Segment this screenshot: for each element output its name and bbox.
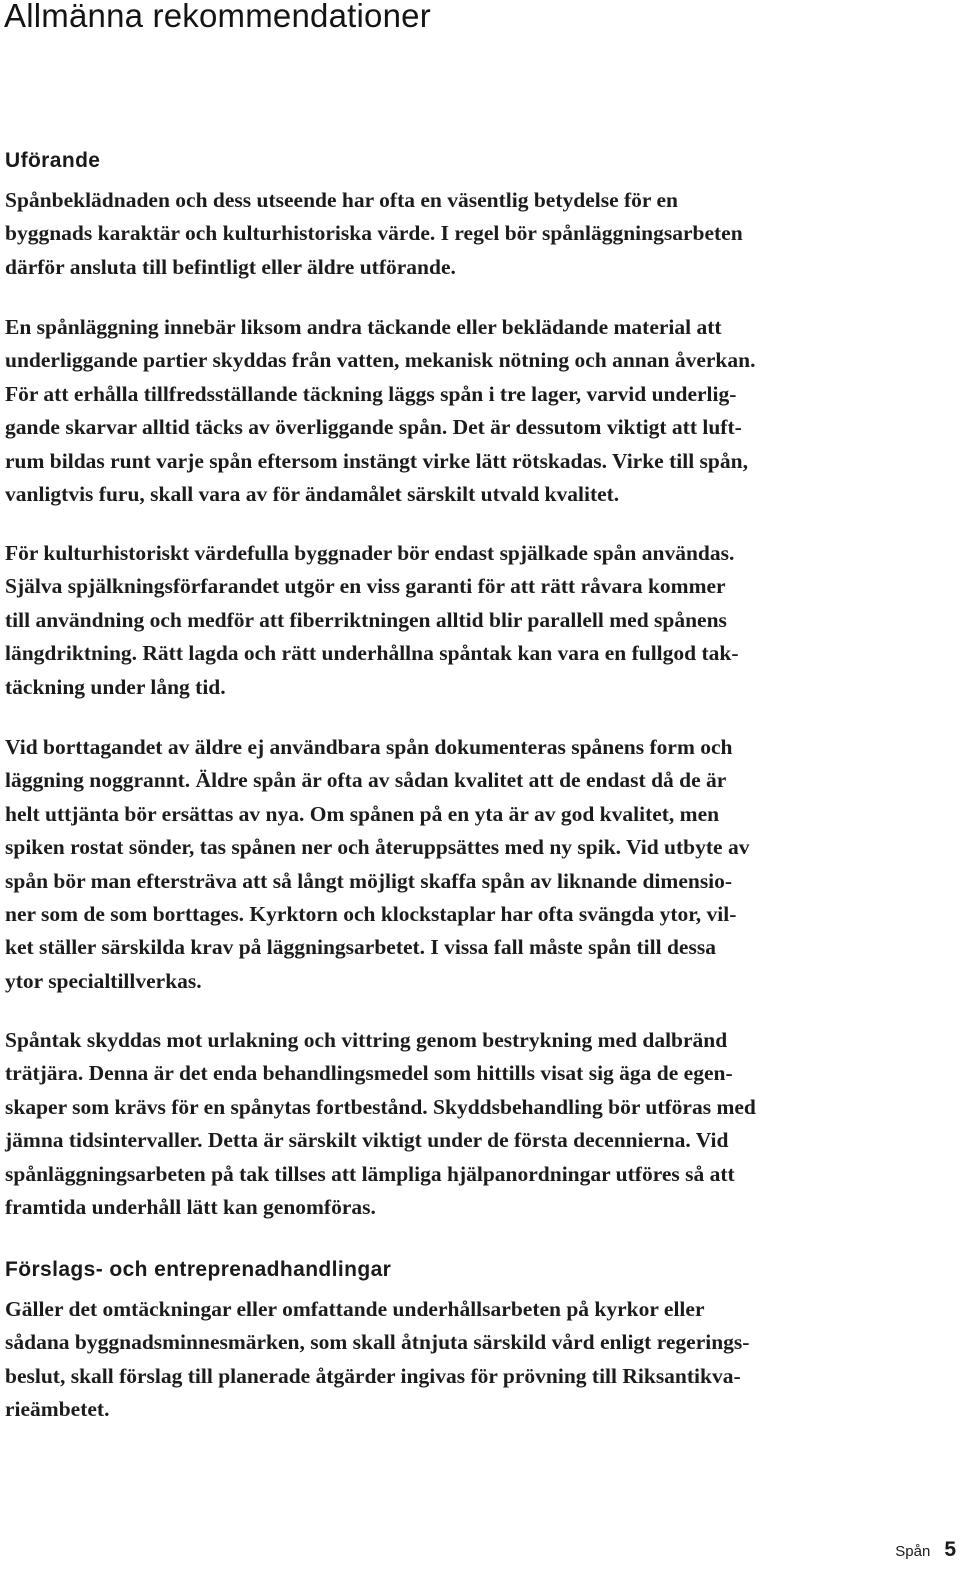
footer-label: Spån — [895, 1543, 931, 1560]
text-line: Vid borttagandet av äldre ej användbara spån dokumenteras spånens form och — [5, 735, 733, 759]
text-line: ket ställer särskilda krav på läggningsarbetet. I vissa fall måste spån till dessa — [5, 935, 716, 960]
text-line: rum bildas runt varje spån eftersom instängt virke lätt rötskadas. Virke till spån, — [5, 448, 748, 473]
page-footer — [895, 1538, 956, 1562]
text-line: En spånläggning innebär liksom andra täckande eller beklädande material att — [5, 315, 722, 339]
text-line: ner som de som borttages. Kyrktorn och klockstaplar har ofta svängda ytor, vil- — [5, 902, 737, 927]
text-line: beslut, skall förslag till planerade åtgärder ingivas för prövning till Riksantikva- — [5, 1363, 741, 1388]
text-line: gande skarvar alltid täcks av överliggande spån. Det är dessutom viktigt att luft- — [5, 415, 742, 440]
text-line: läggning noggrannt. Äldre spån är ofta av sådan kvalitet att de endast då de är — [5, 768, 727, 793]
text-line: spån bör man eftersträva att så långt möjligt skaffa spån av liknande dimensio- — [5, 868, 733, 893]
text-line: täckning under lång tid. — [5, 674, 226, 699]
paragraph — [5, 537, 955, 704]
text-line: underliggande partier skyddas från vatten, mekanisk nötning och annan åverkan. — [5, 348, 756, 373]
text-line: längdriktning. Rätt lagda och rätt underhållna spåntak kan vara en fullgod tak- — [5, 641, 739, 666]
paragraph — [5, 184, 955, 284]
text-line: framtida underhåll lätt kan genomföras. — [5, 1195, 376, 1220]
text-line: skaper som krävs för en spånytas fortbestånd. Skyddsbehandling bör utföras med — [5, 1094, 756, 1119]
text-line: vanligtvis furu, skall vara av för ändamålet särskilt utvald kvalitet. — [5, 482, 620, 507]
page-number: 5 — [944, 1538, 956, 1561]
text-line: Spåntak skyddas mot urlakning och vittring genom bestrykning med dalbränd — [5, 1028, 728, 1052]
text-line: byggnads karaktär och kulturhistoriska värde. I regel bör spånläggningsarbeten — [5, 221, 743, 246]
text-line: därför ansluta till befintligt eller äldre utförande. — [5, 254, 456, 279]
text-line: till användning och medför att fiberriktningen alltid blir parallell med spånens — [5, 607, 727, 632]
text-line: ytor specialtillverkas. — [5, 968, 202, 993]
text-line: spiken rostat sönder, tas spånen ner och återuppsättes med ny spik. Vid utbyte av — [5, 835, 750, 860]
text-line: rieämbetet. — [5, 1397, 110, 1422]
text-line: Själva spjälkningsförfarandet utgör en viss garanti för att rätt råvara kommer — [5, 574, 726, 599]
paragraph — [5, 1293, 955, 1427]
text-line: Gäller det omtäckningar eller omfattande underhållsarbeten på kyrkor eller — [5, 1297, 705, 1321]
paragraph — [5, 731, 955, 998]
paragraph — [5, 1024, 955, 1224]
text-line: spånläggningsarbeten på tak tillses att lämpliga hjälpanordningar utföres så att — [5, 1161, 735, 1186]
section-heading-forslagshandlingar: Förslags- och entreprenadhandlingar — [5, 1258, 392, 1281]
paragraph — [5, 311, 955, 511]
page-title: Allmänna rekommendationer — [4, 0, 431, 34]
text-line: helt uttjänta bör ersättas av nya. Om spånen på en yta är av god kvalitet, men — [5, 801, 720, 826]
text-line: För att erhålla tillfredsställande täckning läggs spån i tre lager, varvid underlig- — [5, 381, 737, 406]
text-line: För kulturhistoriskt värdefulla byggnader bör endast spjälkade spån användas. — [5, 541, 735, 565]
text-line: trätjära. Denna är det enda behandlingsmedel som hittills visat sig äga de egen- — [5, 1061, 733, 1086]
text-line: sådana byggnadsminnesmärken, som skall åtnjuta särskild vård enligt regerings- — [5, 1330, 750, 1355]
text-line: Spånbeklädnaden och dess utseende har ofta en väsentlig betydelse för en — [5, 188, 678, 212]
text-line: jämna tidsintervaller. Detta är särskilt viktigt under de första decennierna. Vid — [5, 1128, 729, 1153]
section-heading-utforande: Uförande — [5, 149, 101, 172]
